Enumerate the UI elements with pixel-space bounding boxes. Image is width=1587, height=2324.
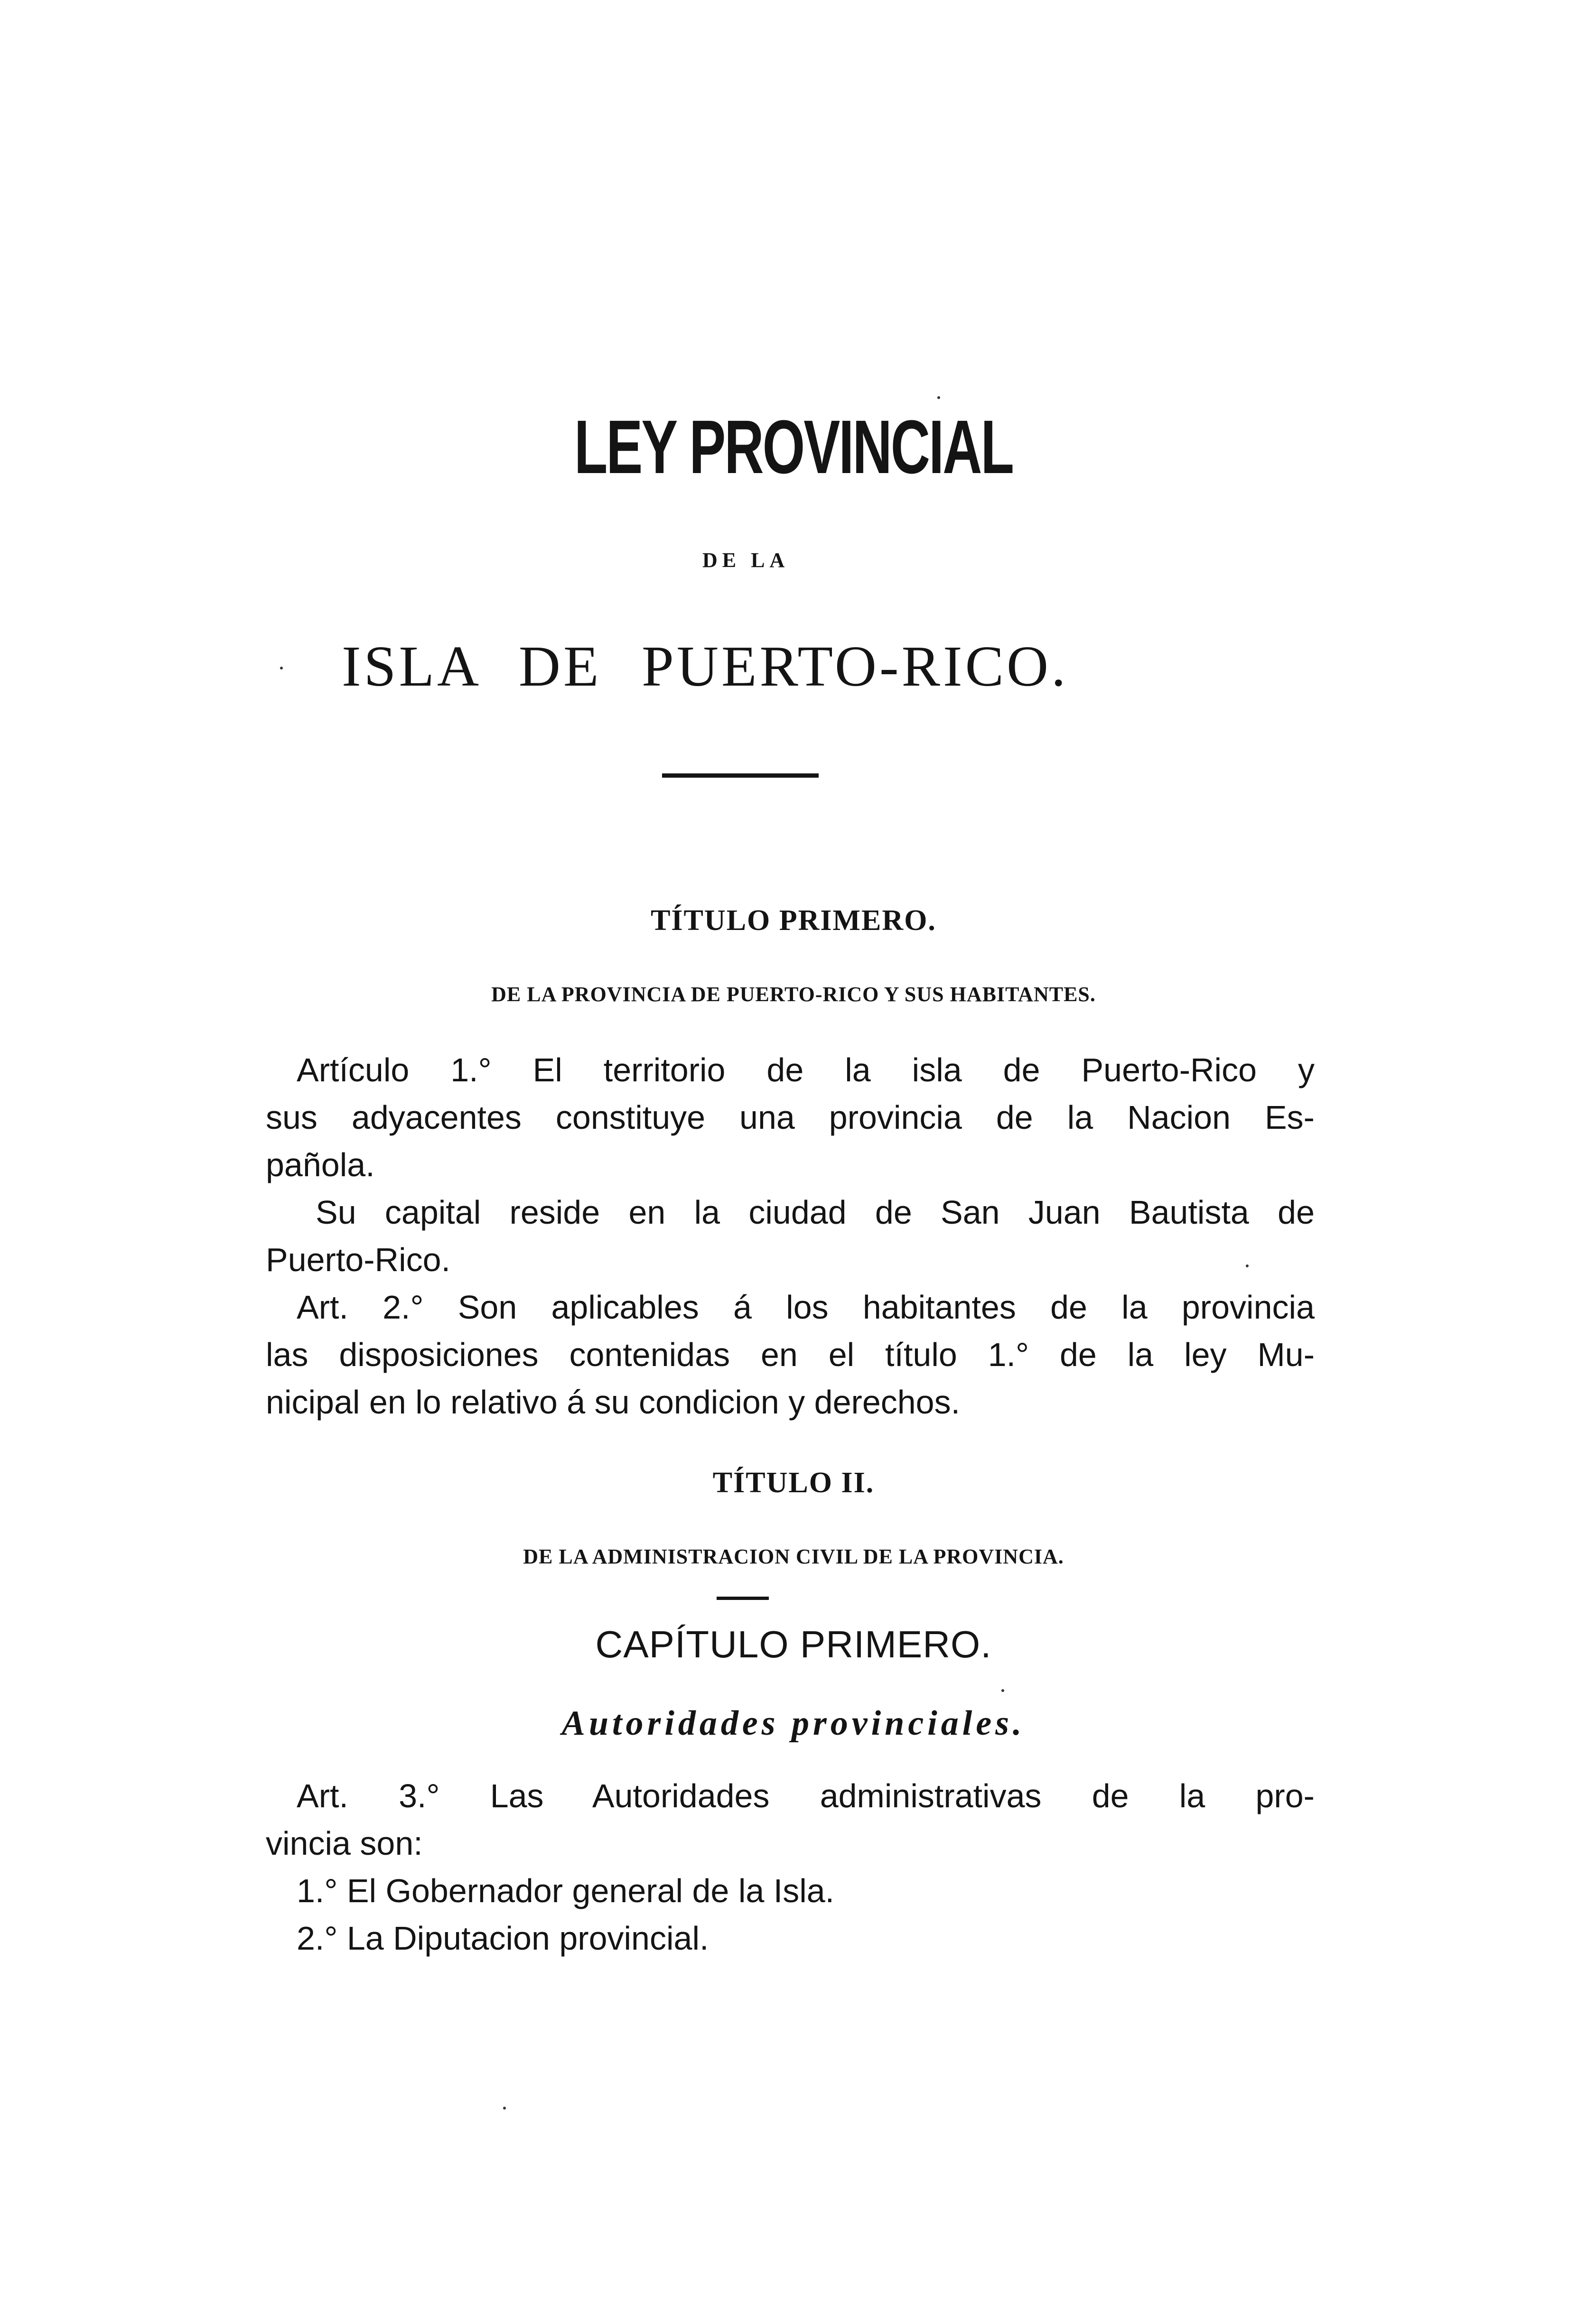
speck (1001, 1689, 1004, 1692)
page-subtitle: ISLA DE PUERTO-RICO. (342, 634, 1069, 698)
paragraph-line: Artículo 1.° El territorio de la isla de Puerto-Rico y (297, 1051, 1315, 1088)
speck (280, 667, 283, 669)
section-subheading-titulo-ii: DE LA ADMINISTRACION CIVIL DE LA PROVINCIA. (523, 1545, 1064, 1568)
list-item: 2.° La Diputacion provincial. (297, 1920, 709, 1957)
page-title: LEY PROVINCIAL (574, 404, 1013, 489)
paragraph-line: Art. 2.° Son aplicables á los habitantes de la provincia (297, 1289, 1315, 1326)
list-item: 1.° El Gobernador general de la Isla. (297, 1872, 835, 1909)
section-heading-titulo-ii: TÍTULO II. (712, 1467, 875, 1499)
section-divider (717, 1597, 769, 1600)
chapter-heading: CAPÍTULO PRIMERO. (595, 1623, 992, 1665)
chapter-subtitle: Autoridades provinciales. (561, 1704, 1026, 1743)
paragraph-line: Art. 3.° Las Autoridades administrativas de la pro- (297, 1777, 1315, 1814)
title-divider (662, 773, 819, 778)
speck (503, 2107, 506, 2110)
section-subheading-titulo-primero: DE LA PROVINCIA DE PUERTO-RICO Y SUS HABITANTES. (491, 983, 1096, 1006)
paragraph-line: vincia son: (266, 1825, 423, 1862)
paragraph-line: sus adyacentes constituye una provincia de la Nacion Es- (266, 1099, 1315, 1136)
section-heading-titulo-primero: TÍTULO PRIMERO. (651, 904, 936, 937)
paragraph-line: Puerto-Rico. (266, 1241, 451, 1278)
paragraph-line: pañola. (266, 1146, 375, 1183)
paragraph-line: Su capital reside en la ciudad de San Juan Bautista de (316, 1194, 1315, 1231)
speck (937, 396, 940, 399)
title-connector: DE LA (702, 548, 790, 572)
paragraph-line: las disposiciones contenidas en el título 1.° de la ley Mu- (266, 1336, 1315, 1373)
paragraph-line: nicipal en lo relativo á su condicion y derechos. (266, 1384, 961, 1421)
